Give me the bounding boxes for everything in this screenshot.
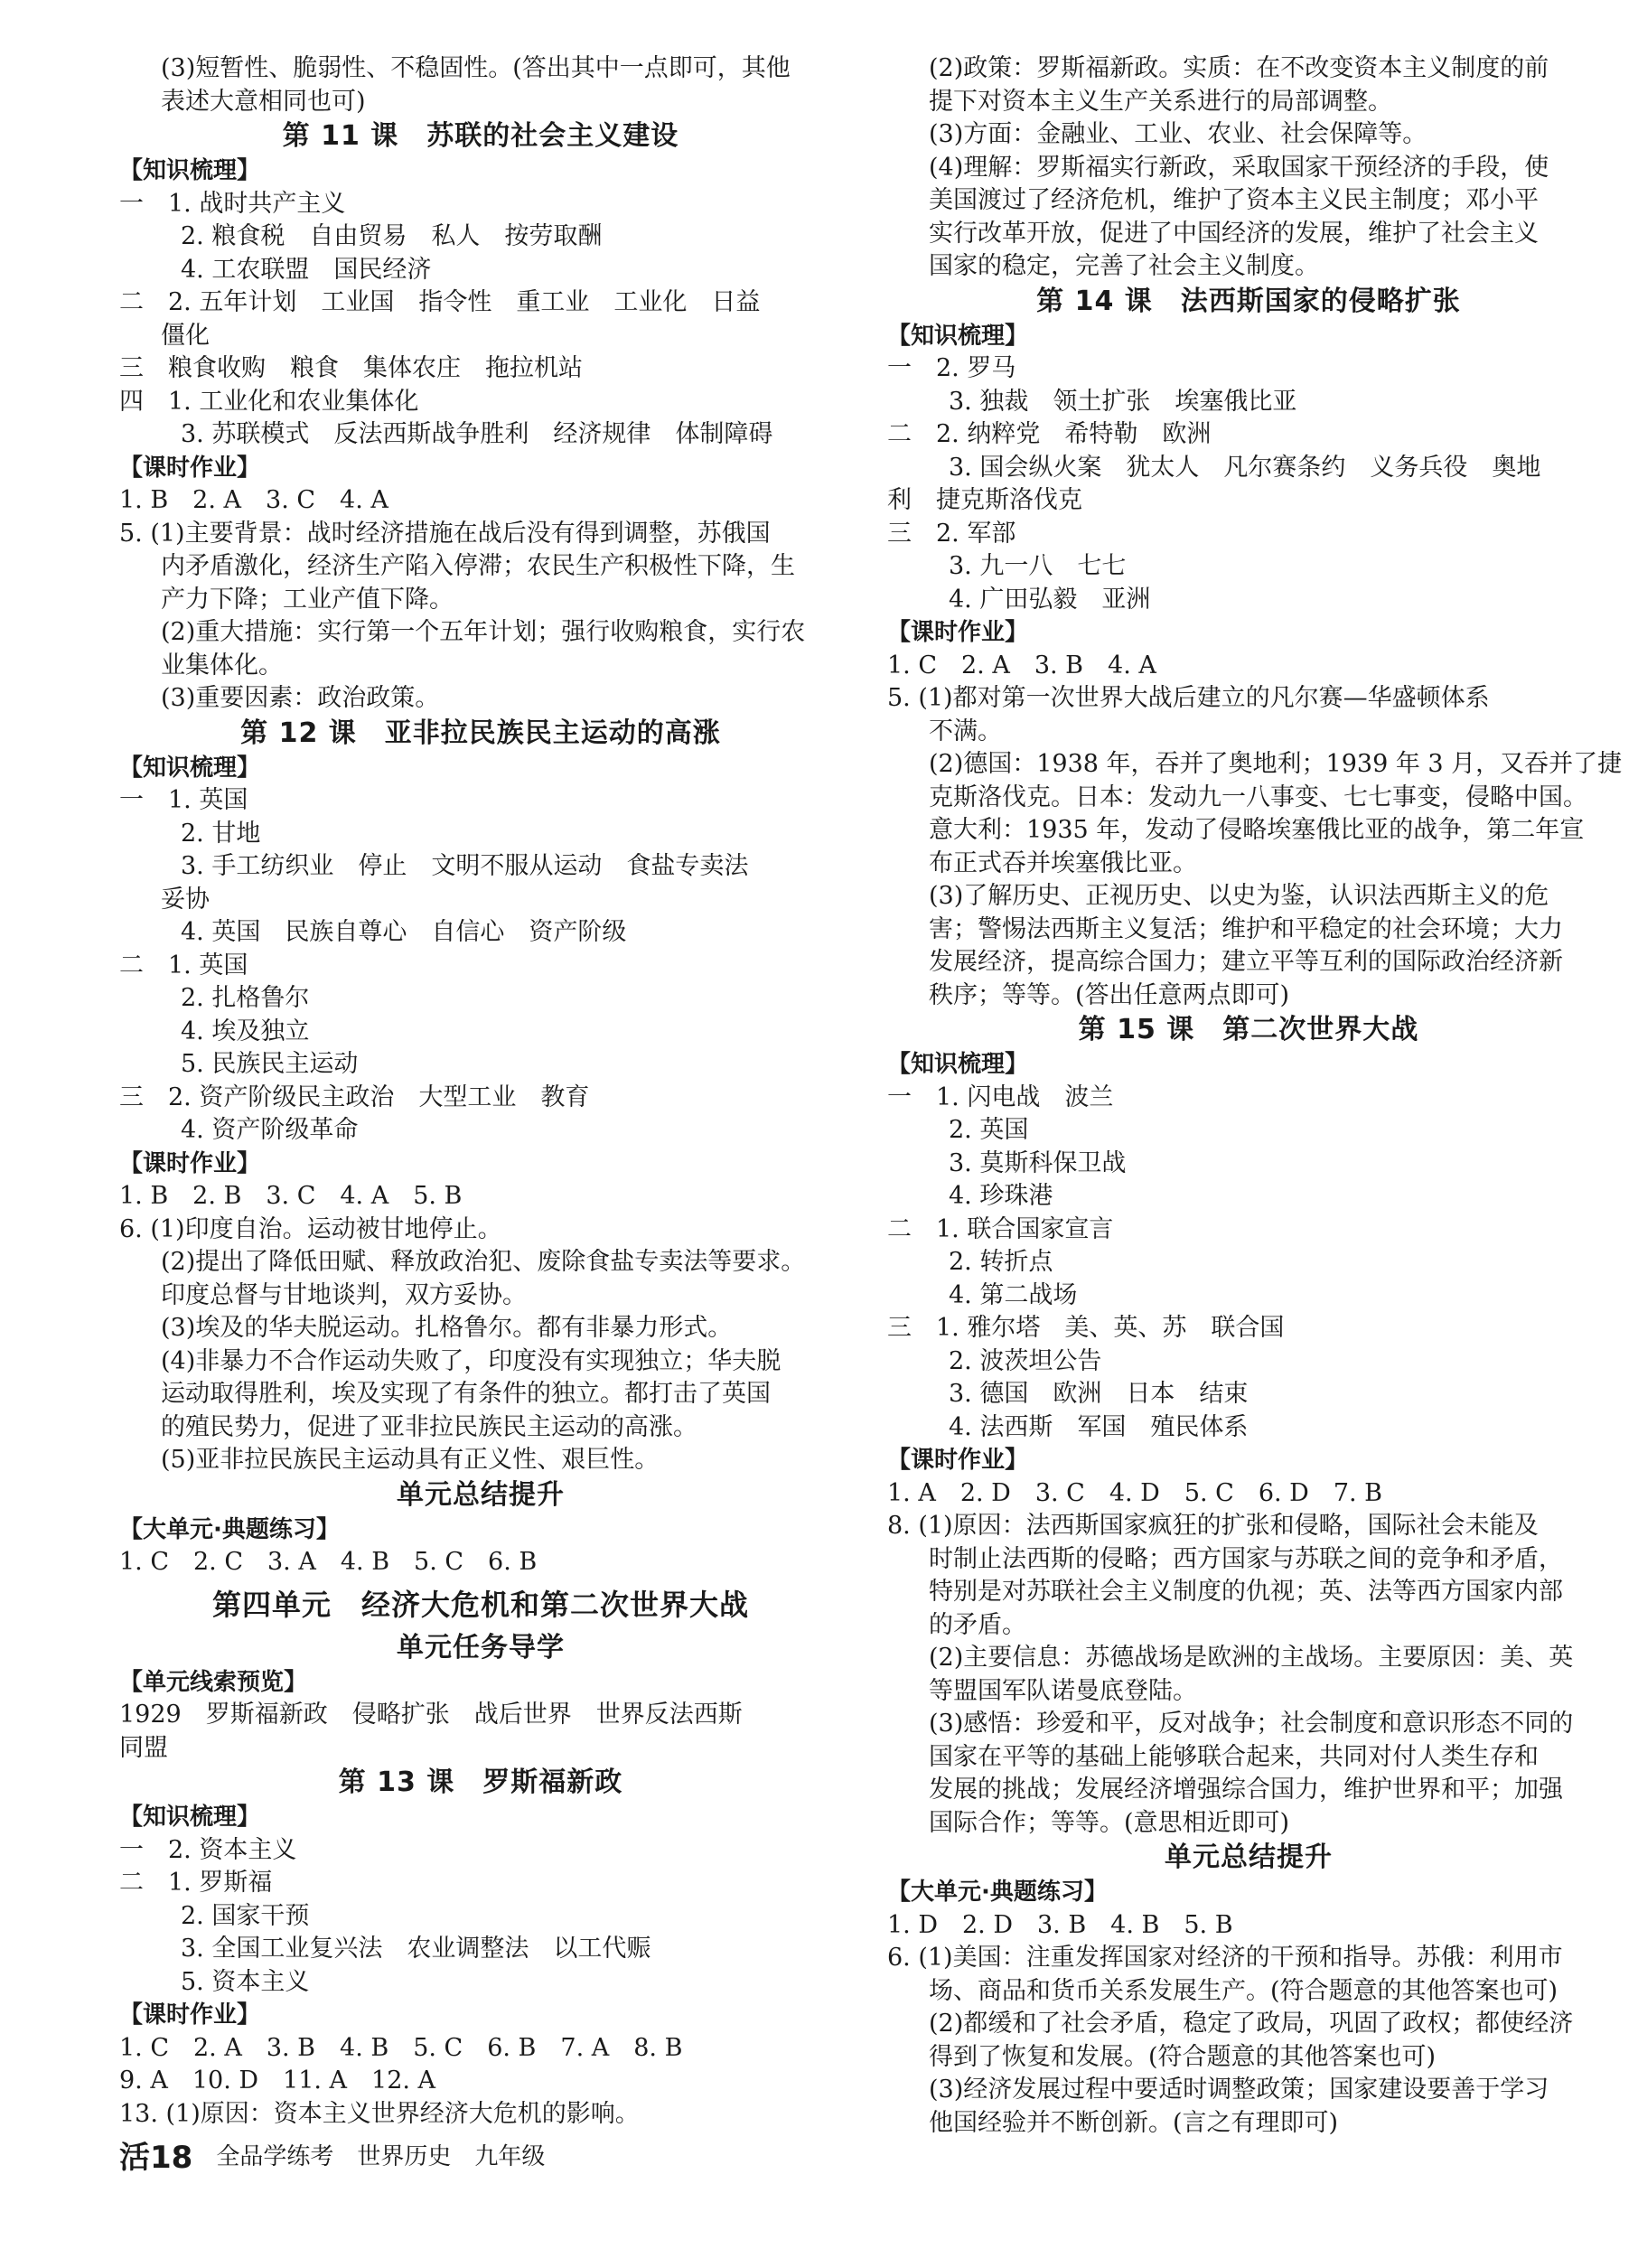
- section-tag: 【知识梳理】: [887, 322, 1029, 350]
- text-line: 4. 第二战场: [949, 1280, 1078, 1309]
- text-line: 特别是对苏联社会主义制度的仇视；英、法等西方国家内部: [929, 1578, 1563, 1606]
- text-line: 等盟国军队诺曼底登陆。: [929, 1676, 1197, 1705]
- text-line: 一 2. 罗马: [887, 354, 1016, 382]
- text-line: 实行改革开放，促进了中国经济的发展，维护了社会主义: [929, 219, 1539, 248]
- text-line: 运动取得胜利，埃及实现了有条件的独立。都打击了英国: [161, 1380, 771, 1408]
- text-line: (3)方面：金融业、工业、农业、社会保障等。: [929, 120, 1427, 148]
- text-line: 4. 英国 民族自尊心 自信心 资产阶级: [181, 918, 627, 946]
- text-line: 一 2. 资本主义: [119, 1835, 297, 1864]
- text-line: 同盟: [119, 1733, 168, 1762]
- text-line: 3. 德国 欧洲 日本 结束: [949, 1380, 1249, 1408]
- text-line: (2)主要信息：苏德战场是欧洲的主战场。主要原因：美、英: [929, 1644, 1574, 1672]
- text-line: 4. 埃及独立: [181, 1017, 310, 1045]
- section-title: 单元任务导学: [397, 1631, 565, 1664]
- text-line: 三 1. 雅尔塔 美、英、苏 联合国: [887, 1314, 1285, 1342]
- text-line: 6. (1)美国：注重发挥国家对经济的干预和指导。苏俄：利用市: [887, 1944, 1563, 1972]
- text-line: 提下对资本主义生产关系进行的局部调整。: [929, 87, 1392, 116]
- text-line: 一 1. 闪电战 波兰: [887, 1082, 1114, 1111]
- text-line: 4. 工农联盟 国民经济: [181, 255, 432, 284]
- section-tag: 【课时作业】: [119, 2001, 261, 2029]
- section-tag: 【知识梳理】: [887, 1051, 1029, 1078]
- text-line: (3)了解历史、正视历史、以史为鉴，认识法西斯主义的危: [929, 882, 1549, 910]
- section-tag: 【课时作业】: [119, 1149, 261, 1177]
- text-line: 意大利：1935 年，发动了侵略埃塞俄比亚的战争，第二年宣: [929, 816, 1585, 844]
- text-line: 3. 苏联模式 反法西斯战争胜利 经济规律 体制障碍: [181, 420, 773, 448]
- text-line: 3. 九一八 七七: [949, 552, 1127, 580]
- text-line: 2. 英国: [949, 1116, 1029, 1144]
- section-title: 第 15 课 第二次世界大战: [1078, 1014, 1419, 1045]
- section-tag: 【知识梳理】: [119, 754, 261, 782]
- text-line: 1. C 2. A 3. B 4. B 5. C 6. B 7. A 8. B: [119, 2033, 683, 2062]
- text-line: 一 1. 英国: [119, 786, 248, 814]
- unit-title: 第四单元 经济大危机和第二次世界大战: [211, 1587, 749, 1622]
- section-tag: 【课时作业】: [887, 619, 1029, 646]
- section-title: 第 12 课 亚非拉民族民主运动的高涨: [240, 717, 721, 749]
- text-line: 4. 广田弘毅 亚洲: [949, 585, 1151, 614]
- text-line: (2)都缓和了社会矛盾，稳定了政局，巩固了政权；都使经济: [929, 2010, 1574, 2038]
- text-line: 3. 国会纵火案 犹太人 凡尔赛条约 义务兵役 奥地: [949, 453, 1541, 482]
- text-line: 2. 国家干预: [181, 1901, 310, 1930]
- text-line: (3)埃及的华夫脱运动。扎格鲁尔。都有非暴力形式。: [161, 1314, 733, 1342]
- section-tag: 【知识梳理】: [119, 1804, 261, 1831]
- text-line: 1. C 2. C 3. A 4. B 5. C 6. B: [119, 1548, 538, 1576]
- text-line: (2)重大措施：实行第一个五年计划；强行收购粮食，实行农: [161, 618, 806, 646]
- text-line: 国际合作；等等。(意思相近即可): [929, 1808, 1290, 1837]
- text-line: 三 2. 资产阶级民主政治 大型工业 教育: [119, 1082, 590, 1111]
- text-line: 二 1. 联合国家宣言: [887, 1214, 1114, 1243]
- text-line: 三 2. 军部: [887, 519, 1016, 548]
- section-tag: 【知识梳理】: [119, 157, 261, 184]
- text-line: 1. C 2. A 3. B 4. A: [887, 651, 1156, 679]
- section-title: 单元总结提升: [1165, 1842, 1333, 1873]
- text-line: 2. 甘地: [181, 819, 261, 848]
- text-line: 1. A 2. D 3. C 4. D 5. C 6. D 7. B: [887, 1478, 1383, 1507]
- section-title: 第 11 课 苏联的社会主义建设: [282, 120, 679, 152]
- text-line: (2)提出了降低田赋、释放政治犯、废除食盐专卖法等要求。: [161, 1248, 806, 1276]
- text-line: (3)重要因素：政治政策。: [161, 684, 440, 712]
- text-line: 他国经验并不断创新。(言之有理即可): [929, 2108, 1339, 2137]
- text-line: 布正式吞并埃塞俄比亚。: [929, 848, 1197, 877]
- page-number: 活18: [119, 2139, 193, 2176]
- text-line: 1. D 2. D 3. B 4. B 5. B: [887, 1910, 1233, 1939]
- text-line: 国家在平等的基础上能够联合起来，共同对付人类生存和: [929, 1742, 1539, 1771]
- text-line: 4. 法西斯 军国 殖民体系: [949, 1412, 1249, 1441]
- text-line: 的矛盾。: [929, 1610, 1026, 1639]
- text-line: 2. 粮食税 自由贸易 私人 按劳取酬: [181, 222, 603, 250]
- text-line: 3. 全国工业复兴法 农业调整法 以工代赈: [181, 1935, 651, 1963]
- text-line: 产力下降；工业产值下降。: [161, 585, 454, 614]
- text-line: 4. 资产阶级革命: [181, 1116, 359, 1144]
- text-line: 发展经济，提高综合国力；建立平等互利的国际政治经济新: [929, 948, 1563, 976]
- text-line: 二 1. 罗斯福: [119, 1869, 273, 1897]
- right-column: [887, 52, 1623, 2140]
- section-title: 第 14 课 法西斯国家的侵略扩张: [1036, 285, 1461, 317]
- text-line: 1929 罗斯福新政 侵略扩张 战后世界 世界反法西斯: [119, 1701, 743, 1729]
- text-line: 得到了恢复和发展。(符合题意的其他答案也可): [929, 2042, 1437, 2071]
- text-line: 的殖民势力，促进了亚非拉民族民主运动的高涨。: [161, 1412, 697, 1441]
- section-title: 第 13 课 罗斯福新政: [338, 1767, 623, 1798]
- grade-label: 九年级: [474, 2142, 546, 2170]
- text-line: 1. B 2. A 3. C 4. A: [119, 486, 388, 514]
- text-line: 3. 莫斯科保卫战: [949, 1148, 1127, 1177]
- text-line: (4)理解：罗斯福实行新政，采取国家干预经济的手段，使: [929, 153, 1549, 182]
- subject-label: 世界历史: [357, 2142, 452, 2170]
- text-line: 5. (1)主要背景：战时经济措施在战后没有得到调整，苏俄国: [119, 519, 771, 548]
- text-line: 5. 民族民主运动: [181, 1050, 359, 1078]
- text-line: 利 捷克斯洛伐克: [887, 486, 1082, 514]
- text-line: 1. B 2. B 3. C 4. A 5. B: [119, 1182, 463, 1210]
- text-line: 不满。: [929, 717, 1002, 745]
- text-line: 发展的挑战；发展经济增强综合国力，维护世界和平；加强: [929, 1776, 1563, 1804]
- section-tag: 【大单元·典题练习】: [887, 1879, 1108, 1906]
- book-title: 全品学练考: [216, 2142, 334, 2170]
- text-line: 四 1. 工业化和农业集体化: [119, 387, 419, 416]
- text-line: (3)经济发展过程中要适时调整政策；国家建设要善于学习: [929, 2076, 1549, 2104]
- text-line: 3. 独裁 领土扩张 埃塞俄比亚: [949, 387, 1297, 416]
- text-line: 二 2. 五年计划 工业国 指令性 重工业 工业化 日益: [119, 288, 761, 316]
- section-title: 单元总结提升: [397, 1478, 565, 1511]
- text-line: 害；警惕法西斯主义复活；维护和平稳定的社会环境；大力: [929, 914, 1563, 943]
- text-line: 业集体化。: [161, 651, 283, 679]
- text-line: 2. 扎格鲁尔: [181, 984, 310, 1012]
- text-line: 13. (1)原因：资本主义世界经济大危机的影响。: [119, 2099, 640, 2128]
- text-line: 表述大意相同也可): [161, 87, 366, 116]
- text-line: 僵化: [161, 321, 210, 350]
- text-line: 场、商品和货币关系发展生产。(符合题意的其他答案也可): [929, 1976, 1558, 2005]
- section-tag: 【单元线索预览】: [119, 1668, 308, 1696]
- text-line: 一 1. 战时共产主义: [119, 189, 346, 218]
- text-line: (2)政策：罗斯福新政。实质：在不改变资本主义制度的前: [929, 54, 1549, 82]
- page-footer: [119, 2136, 546, 2176]
- text-line: 三 粮食收购 粮食 集体农庄 拖拉机站: [119, 354, 583, 382]
- text-line: 克斯洛伐克。日本：发动九一八事变、七七事变，侵略中国。: [929, 783, 1587, 811]
- section-tag: 【大单元·典题练习】: [119, 1515, 340, 1543]
- text-line: (3)短暂性、脆弱性、不稳固性。(答出其中一点即可，其他: [161, 54, 791, 82]
- text-line: 5. (1)都对第一次世界大战后建立的凡尔赛—华盛顿体系: [887, 684, 1490, 712]
- text-line: 妥协: [161, 885, 210, 914]
- text-line: 秩序；等等。(答出任意两点即可): [929, 980, 1290, 1009]
- text-line: 国家的稳定，完善了社会主义制度。: [929, 252, 1319, 280]
- text-line: 4. 珍珠港: [949, 1182, 1053, 1210]
- text-line: (2)德国：1938 年，吞并了奥地利；1939 年 3 月，又吞并了捷: [929, 750, 1623, 778]
- text-line: (5)亚非拉民族民主运动具有正义性、艰巨性。: [161, 1446, 660, 1474]
- text-line: 二 2. 纳粹党 希特勒 欧洲: [887, 420, 1212, 448]
- text-line: (4)非暴力不合作运动失败了，印度没有实现独立；华夫脱: [161, 1346, 782, 1375]
- text-line: (3)感悟：珍爱和平，反对战争；社会制度和意识形态不同的: [929, 1710, 1574, 1738]
- text-line: 内矛盾激化，经济生产陷入停滞；农民生产积极性下降，生: [161, 552, 795, 580]
- text-line: 印度总督与甘地谈判，双方妥协。: [161, 1280, 527, 1309]
- section-tag: 【课时作业】: [887, 1447, 1029, 1474]
- text-line: 2. 波茨坦公告: [949, 1346, 1102, 1375]
- text-line: 2. 转折点: [949, 1248, 1053, 1276]
- section-tag: 【课时作业】: [119, 454, 261, 482]
- text-line: 二 1. 英国: [119, 951, 248, 979]
- text-line: 时制止法西斯的侵略；西方国家与苏联之间的竞争和矛盾，: [929, 1544, 1563, 1573]
- left-column: [119, 52, 842, 2131]
- text-line: 5. 资本主义: [181, 1967, 310, 1996]
- text-line: 9. A 10. D 11. A 12. A: [119, 2067, 436, 2095]
- text-line: 8. (1)原因：法西斯国家疯狂的扩张和侵略，国际社会未能及: [887, 1512, 1539, 1540]
- text-line: 美国渡过了经济危机，维护了资本主义民主制度；邓小平: [929, 186, 1539, 214]
- text-line: 3. 手工纺织业 停止 文明不服从运动 食盐专卖法: [181, 852, 749, 880]
- text-line: 6. (1)印度自治。运动被甘地停止。: [119, 1214, 502, 1243]
